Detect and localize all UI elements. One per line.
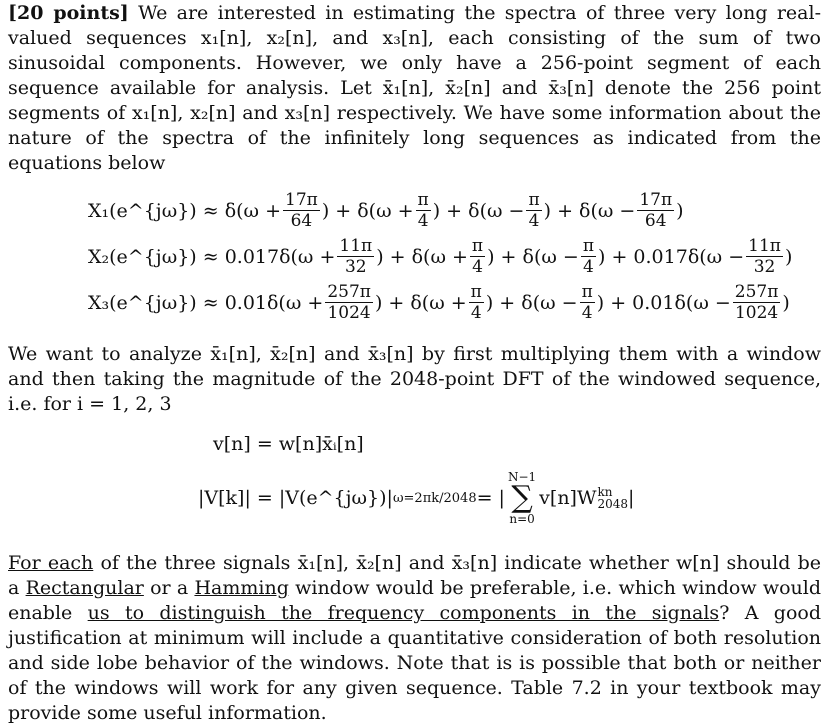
windowed-sequence-equation: v[n] = w[n]x̄ᵢ[n]: [213, 433, 364, 455]
points-label: [20 points]: [8, 2, 129, 24]
intro-paragraph: [8, 0, 821, 176]
task-paragraph: For each of the three signals x̄₁[n], x̄₂[n] and x̄₃[n] indicate whether w[n] should be a Rectangular or a Hamming window would be preferable, i.e. which window would enable us to distinguish the frequency components in the signals? A good justification at minimum will include a quantitative consideration of both resolution and side lobe behavior of the windows. Note that is is possible that both or neither of the windows will work for any given sequence. Table 7.2 in your textbook may provide some useful information.: [8, 552, 822, 724]
analysis-paragraph: We want to analyze x̄₁[n], x̄₂[n] and x̄₃[n] by first multiplying them with a window and then taking the magnitude of the 2048-point DFT of the windowed sequence, i.e. for i = 1, 2, 3: [8, 343, 821, 415]
window-equations: [8, 417, 821, 547]
summation-operator: N−1 ∑ n=0: [507, 470, 537, 526]
intro-text: We are interested in estimating the spectra of three very long real-valued sequences x₁[n], x₂[n], and x₃[n], each consisting of the sum of two sinusoidal components. However, we only have a 256-point segment of each sequence available for analysis. Let x̄₁[n], x̄₂[n] and x̄₃[n] denote the 256 point segments of x₁[n], x₂[n] and x₃[n] respectively. We have some information about the nature of the spectra of the infinitely long sequences as indicated from the equations below: [8, 2, 822, 174]
spectra-equations: [8, 176, 821, 328]
equation-x1: X₁(e^{jω}) ≈ δ(ω + $\frac{17\pi}{64}$ ) + δ(ω + $\frac{\pi}{4}$ ) + δ(ω − $\frac{\pi}{4}$ ) + δ(ω − $\frac{17\pi}{64}$ ): [88, 190, 684, 231]
equation-x3: X₃(e^{jω}) ≈ 0.01δ(ω + $\frac{257\pi}{1024}$ ) + δ(ω + $\frac{\pi}{4}$ ) + δ(ω − $\frac{\pi}{4}$ ) + 0.01δ(ω − $\frac{257\pi}{1024}$ ): [88, 282, 790, 323]
dft-magnitude-equation: |V[k]| = |V(e^{jω})| ω=2πk/2048 = | N−1 ∑ n=0 v[n]W kn 2048 |: [198, 470, 635, 526]
equation-x2: X₂(e^{jω}) ≈ 0.017δ(ω + $\frac{11\pi}{32}$ ) + δ(ω + $\frac{\pi}{4}$ ) + δ(ω − $\frac{\pi}{4}$ ) + 0.017δ(ω − $\frac{11\pi}{32}$ ): [88, 236, 793, 277]
